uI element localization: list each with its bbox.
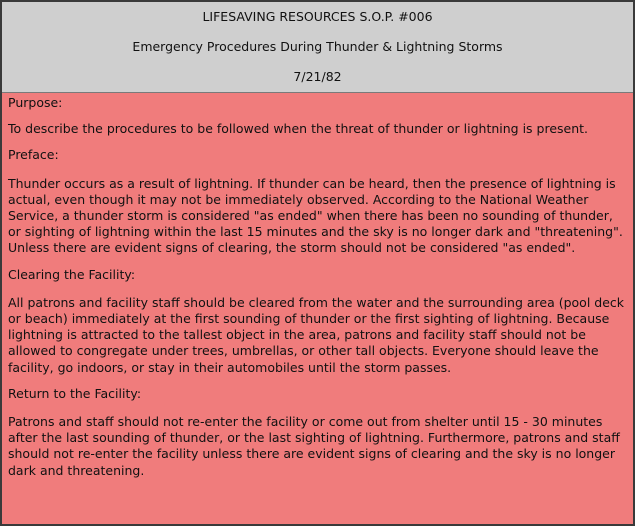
clearing-heading: Clearing the Facility: xyxy=(8,266,136,282)
document-date: 7/21/82 xyxy=(293,69,342,84)
document-body xyxy=(2,93,633,479)
return-text: Patrons and staff should not re-enter the facility or come out from shelter until 15 - 30 minutes after the last sounding of thunder, or the last sighting of lightning. Furthermore, patrons and staff should not re-enter the facility unless there are evident signs of clearing and the sky is no longer dark and threatening. xyxy=(8,414,620,478)
preface-text: Thunder occurs as a result of lightning. If thunder can be heard, then the presence of lightning is actual, even though it may not be immediately observed. According to the National Weather Service, a thunder storm is considered "as ended" when there has been no sounding of thunder, or sighting of lightning within the last 15 minutes and the sky is no longer dark and "threatening". Unless there are evident signs of clearing, the storm should not be considered "as ended". xyxy=(8,175,623,256)
clearing-text: All patrons and facility staff should be cleared from the water and the surrounding area (pool deck or beach) immediately at the first sounding of thunder or the first sighting of lightning. Because lightning is attracted to the tallest object in the area, patrons and facility staff should not be allowed to congregate under trees, umbrellas, or other tall objects. Everyone should leave the facility, go indoors, or stay in their automobiles until the storm passes. xyxy=(8,294,625,375)
return-heading: Return to the Facility: xyxy=(8,385,142,401)
purpose-heading: Purpose: xyxy=(8,95,63,110)
preface-heading: Preface: xyxy=(8,147,59,163)
document-title: LIFESAVING RESOURCES S.O.P. #006 xyxy=(202,9,433,24)
document-header xyxy=(2,2,633,93)
purpose-text: To describe the procedures to be followed when the threat of thunder or lightning is present. xyxy=(8,121,589,137)
document-subtitle: Emergency Procedures During Thunder & Lightning Storms xyxy=(132,39,503,54)
